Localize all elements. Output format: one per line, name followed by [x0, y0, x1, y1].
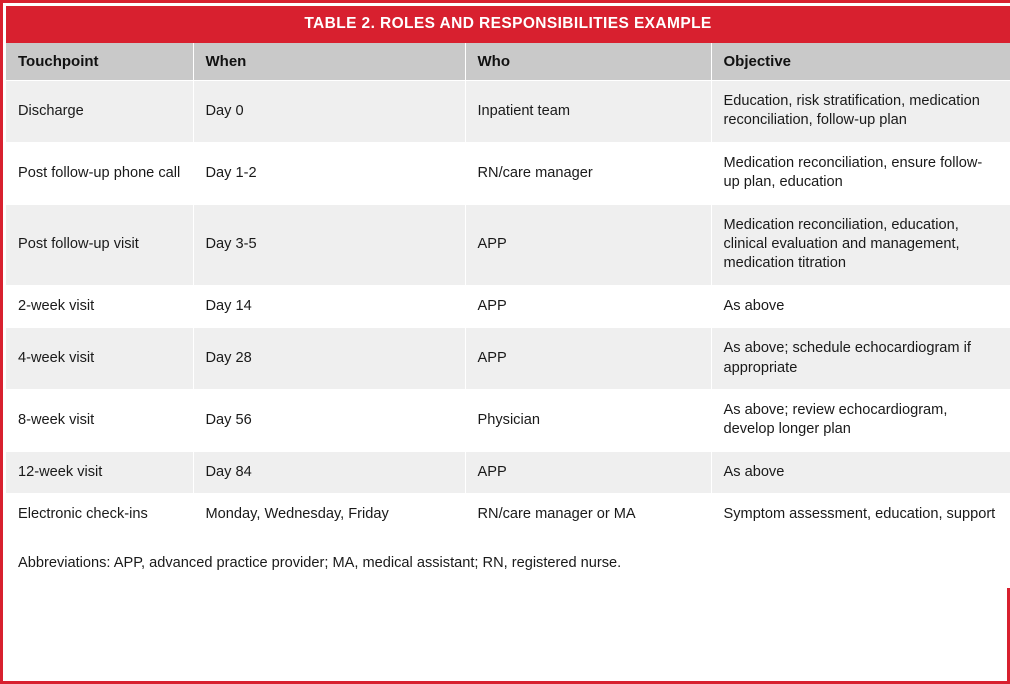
table-row — [6, 204, 1010, 285]
table-row — [6, 142, 1010, 204]
table-row — [6, 328, 1010, 390]
roles-and-responsibilities-table — [6, 6, 1010, 585]
column-header-touchpoint: Touchpoint — [6, 43, 193, 81]
cell-who: RN/care manager or MA — [465, 494, 711, 536]
cell-touchpoint: 2-week visit — [6, 285, 193, 327]
cell-objective: Medication reconciliation, education, clinical evaluation and management, medication titration — [711, 204, 1010, 285]
table-row — [6, 390, 1010, 452]
table-header-row — [6, 43, 1010, 81]
cell-when: Day 28 — [193, 328, 465, 390]
table-row — [6, 451, 1010, 493]
cell-who: Physician — [465, 390, 711, 452]
cell-touchpoint: 12-week visit — [6, 451, 193, 493]
cell-objective: Symptom assessment, education, support — [711, 494, 1010, 536]
cell-objective: As above — [711, 451, 1010, 493]
column-header-who: Who — [465, 43, 711, 81]
table-row — [6, 494, 1010, 536]
cell-when: Day 14 — [193, 285, 465, 327]
cell-who: Inpatient team — [465, 81, 711, 143]
cell-touchpoint: Post follow-up visit — [6, 204, 193, 285]
cell-objective: Education, risk stratification, medication reconciliation, follow-up plan — [711, 81, 1010, 143]
table-footnote: Abbreviations: APP, advanced practice provider; MA, medical assistant; RN, registered nurse. — [6, 540, 1010, 585]
table-footnote-row — [6, 540, 1010, 585]
cell-objective: Medication reconciliation, ensure follow-up plan, education — [711, 142, 1010, 204]
column-header-objective: Objective — [711, 43, 1010, 81]
cell-when: Day 56 — [193, 390, 465, 452]
cell-touchpoint: Discharge — [6, 81, 193, 143]
cell-when: Day 1-2 — [193, 142, 465, 204]
table-title-row — [6, 6, 1010, 43]
cell-who: APP — [465, 285, 711, 327]
cell-when: Monday, Wednesday, Friday — [193, 494, 465, 536]
cell-when: Day 84 — [193, 451, 465, 493]
cell-objective: As above; review echocardiogram, develop longer plan — [711, 390, 1010, 452]
cell-who: APP — [465, 328, 711, 390]
cell-when: Day 0 — [193, 81, 465, 143]
cell-touchpoint: Electronic check-ins — [6, 494, 193, 536]
table-title: TABLE 2. ROLES AND RESPONSIBILITIES EXAMPLE — [6, 6, 1010, 43]
cell-touchpoint: Post follow-up phone call — [6, 142, 193, 204]
cell-touchpoint: 8-week visit — [6, 390, 193, 452]
cell-objective: As above; schedule echocardiogram if appropriate — [711, 328, 1010, 390]
table-row — [6, 285, 1010, 327]
cell-objective: As above — [711, 285, 1010, 327]
table-container — [3, 3, 1010, 588]
table-row — [6, 81, 1010, 143]
cell-touchpoint: 4-week visit — [6, 328, 193, 390]
cell-when: Day 3-5 — [193, 204, 465, 285]
column-header-when: When — [193, 43, 465, 81]
cell-who: RN/care manager — [465, 142, 711, 204]
cell-who: APP — [465, 451, 711, 493]
cell-who: APP — [465, 204, 711, 285]
